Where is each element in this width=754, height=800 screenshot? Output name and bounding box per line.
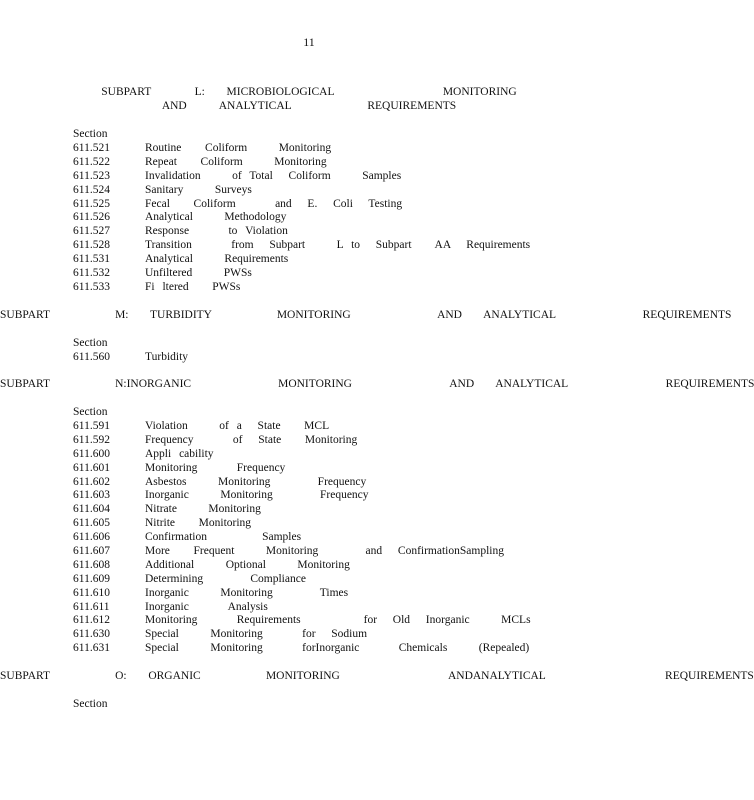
section-number: 611.521 <box>73 142 110 154</box>
section-title: Confirmation Samples <box>145 531 302 544</box>
section-title: Additional Optional Monitoring <box>145 558 350 571</box>
section-title: Determining Compliance <box>145 572 306 585</box>
section-number: 611.604 <box>73 503 110 516</box>
section-number: 611.608 <box>73 558 110 571</box>
section-number: 611.533 <box>73 280 110 293</box>
subpart-l-heading-line2: AND ANALYTICAL REQUIREMENTS <box>161 100 457 112</box>
section-title: Response to Violation <box>145 225 288 238</box>
subpart-l-section-label: Section <box>73 128 108 140</box>
section-number: 611.601 <box>73 461 110 474</box>
section-number: 611.525 <box>73 197 110 210</box>
section-title: Monitoring Frequency <box>145 461 286 474</box>
page-number: 11 <box>303 35 315 49</box>
section-title: Frequency of State Monitoring <box>145 433 358 446</box>
section-number: 611.592 <box>73 433 110 446</box>
section-number: 611.607 <box>73 545 110 558</box>
section-number: 611.524 <box>73 183 110 196</box>
section-title: Transition from Subpart L to Subpart AA Requirements <box>145 239 531 252</box>
section-number: 611.531 <box>73 253 110 266</box>
section-title: Violation of a State MCL <box>145 420 330 432</box>
section-number: 611.630 <box>73 628 110 641</box>
section-title: Analytical Methodology <box>145 211 287 224</box>
section-number: 611.527 <box>73 225 110 238</box>
section-number: 611.610 <box>73 586 110 599</box>
section-title: Appli cability <box>145 447 214 460</box>
section-number: 611.523 <box>73 169 110 182</box>
section-title: Analytical Requirements <box>145 253 289 266</box>
section-number: 611.605 <box>73 517 110 530</box>
section-number: 611.631 <box>73 642 110 655</box>
section-number: 611.612 <box>73 614 110 627</box>
section-title: Repeat Coliform Monitoring <box>145 155 327 168</box>
section-number: 611.611 <box>73 600 110 613</box>
section-title: Special Monitoring for Sodium <box>145 628 368 641</box>
section-title: More Frequent Monitoring and ConfirmationSampling <box>145 545 504 558</box>
section-number: 611.602 <box>73 475 110 488</box>
section-number: 611.532 <box>73 267 110 280</box>
section-title: Unfiltered PWSs <box>145 267 252 280</box>
section-number: 611.528 <box>73 239 110 252</box>
section-title: Monitoring Requirements for Old Inorganic MCLs <box>145 614 531 627</box>
section-number: 611.600 <box>73 447 110 460</box>
section-title: Fecal Coliform and E. Coli Testing <box>145 197 403 210</box>
section-title: Special Monitoring forInorganic Chemicals (Repealed) <box>145 642 530 655</box>
section-title: Turbidity <box>145 351 189 363</box>
section-number: 611.606 <box>73 531 110 544</box>
section-number: 611.591 <box>73 420 110 432</box>
subpart-m-section-label: Section <box>73 337 108 349</box>
section-number: 611.522 <box>73 155 110 168</box>
subpart-o-heading: SUBPART O: ORGANIC MONITORING ANDANALYTICAL REQUIREMENTS <box>0 670 754 682</box>
subpart-m-heading: SUBPART M: TURBIDITY MONITORING AND ANALYTICAL REQUIREMENTS <box>0 309 732 321</box>
section-title: Invalidation of Total Coliform Samples <box>145 169 402 182</box>
section-title: Fi ltered PWSs <box>145 280 241 293</box>
section-title: Sanitary Surveys <box>145 183 252 196</box>
section-title: Nitrite Monitoring <box>145 517 252 530</box>
subpart-l-heading-line1: SUBPART L: MICROBIOLOGICAL MONITORING <box>101 86 517 98</box>
subpart-n-section-label: Section <box>73 406 108 418</box>
section-number: 611.609 <box>73 572 110 585</box>
section-title: Nitrate Monitoring <box>145 503 261 516</box>
section-title: Inorganic Monitoring Frequency <box>145 489 369 502</box>
subpart-n-heading: SUBPART N:INORGANIC MONITORING AND ANALYTICAL REQUIREMENTS <box>0 378 754 390</box>
section-title: Inorganic Analysis <box>145 600 268 613</box>
section-number: 611.526 <box>73 211 110 224</box>
subpart-o-section-label: Section <box>73 698 108 710</box>
section-number: 611.560 <box>73 351 110 363</box>
section-title: Inorganic Monitoring Times <box>145 586 349 599</box>
section-number: 611.603 <box>73 489 110 502</box>
section-title: Asbestos Monitoring Frequency <box>145 475 367 488</box>
section-title: Routine Coliform Monitoring <box>145 142 332 154</box>
